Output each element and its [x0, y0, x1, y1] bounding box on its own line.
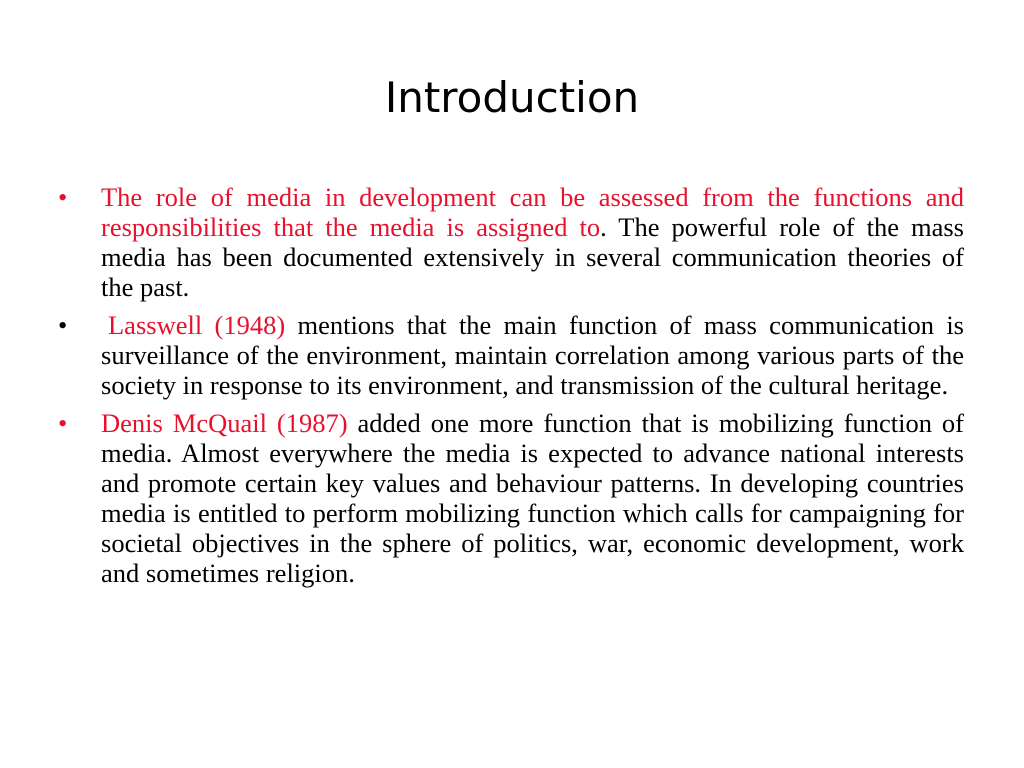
slide-title: Introduction [384, 73, 640, 122]
bullet-dot-icon: • [58, 182, 68, 212]
bullet-list [58, 182, 964, 596]
bullet-text: mentions that the main function of mass communication is surveillance of the environment, maintain correlation among various parts of the society in response to its environment, and transmission of the cultural heritage. [101, 310, 964, 400]
bullet-item [58, 182, 964, 302]
bullet-highlight: The role of media in development can be assessed from the functions and responsibilities that the media is assigned to [101, 182, 964, 242]
bullet-text: . The powerful role of the mass media has been documented extensively in several communication theories of the past. [101, 212, 964, 302]
bullet-item [58, 408, 964, 588]
bullet-item [58, 310, 964, 400]
bullet-highlight: Lasswell (1948) [108, 310, 286, 340]
bullet-highlight: Denis McQuail (1987) [101, 408, 348, 438]
bullet-dot-icon: • [58, 310, 68, 340]
bullet-dot-icon: • [58, 408, 68, 438]
bullet-text: added one more function that is mobilizing function of media. Almost everywhere the media is expected to advance national interests and promote certain key values and behaviour patterns. In developing countries media is entitled to perform mobilizing function which calls for campaigning for societal objectives in the sphere of politics, war, economic development, work and sometimes religion. [101, 408, 964, 588]
